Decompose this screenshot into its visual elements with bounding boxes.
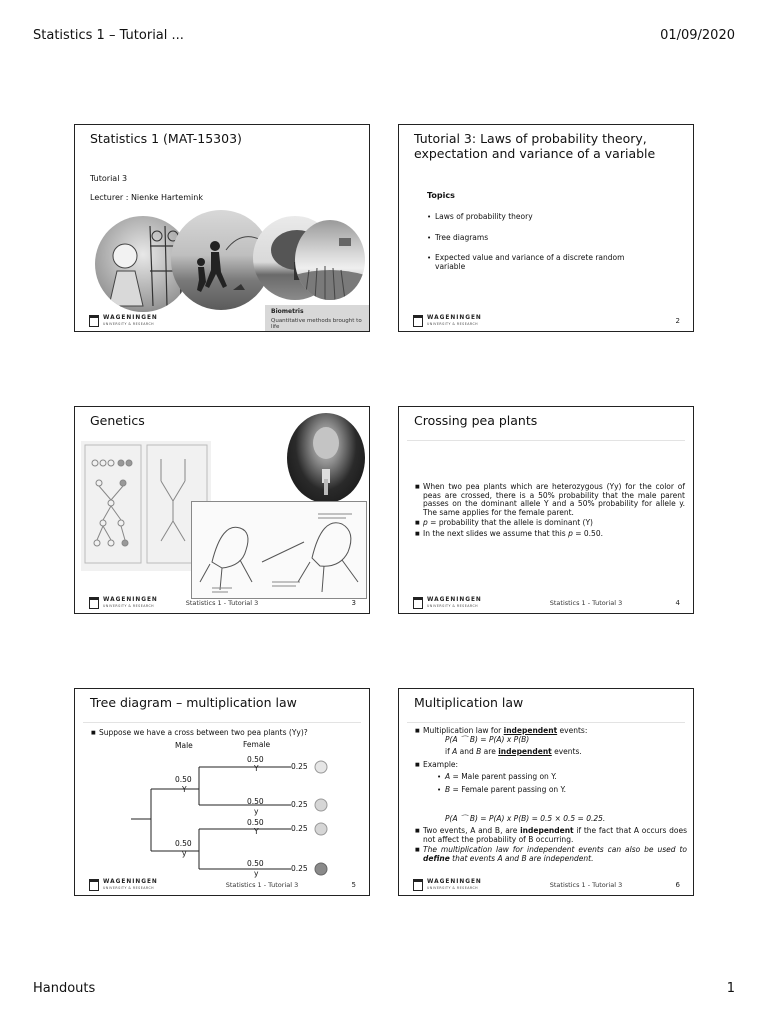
female-label: Female <box>243 740 271 749</box>
example-item <box>437 786 677 795</box>
wur-logo-name: WAGENINGEN <box>103 597 158 603</box>
bullet-text: Multiplication law for <box>423 726 504 735</box>
wur-logo-sub: UNIVERSITY & RESEARCH <box>427 322 479 326</box>
branch-allele: Y <box>182 785 187 794</box>
male-label: Male <box>175 741 193 750</box>
wur-mark-icon <box>89 315 99 327</box>
slide-footer-text: Statistics 1 - Tutorial 3 <box>225 881 299 889</box>
wur-logo <box>89 315 159 327</box>
bullet-item: ■ Suppose we have a cross between two pea plants (Yy)? <box>91 729 361 738</box>
wur-logo <box>89 879 159 891</box>
document-header-date: 01/09/2020 <box>660 28 735 43</box>
wur-mark-icon <box>89 879 99 891</box>
bullet-text: events: <box>557 726 588 735</box>
condition-text: events. <box>551 747 582 756</box>
photo-collage <box>95 210 370 310</box>
slide-title: Genetics <box>90 413 145 428</box>
wur-logo-sub: UNIVERSITY & RESEARCH <box>427 886 479 890</box>
document-header-title: Statistics 1 – Tutorial ... <box>33 28 184 43</box>
topic-item: • Tree diagrams <box>427 234 657 243</box>
condition-text: if <box>445 747 453 756</box>
branch-allele: Y <box>254 827 259 836</box>
slide-number: 2 <box>675 317 680 325</box>
wur-logo-sub: UNIVERSITY & RESEARCH <box>103 322 155 326</box>
emphasis-independent: independent <box>498 747 552 756</box>
slide-title: Statistics 1 (MAT-15303) <box>90 131 242 146</box>
slide-footer <box>75 593 369 613</box>
variable-a: A <box>445 772 451 781</box>
outcome-probability: 0.25 <box>291 824 308 833</box>
outcome-probability: 0.25 <box>291 800 308 809</box>
branch-allele: Y <box>254 764 259 773</box>
slide-footer <box>399 875 693 895</box>
topics-heading: Topics <box>427 191 455 200</box>
wur-logo <box>413 879 483 891</box>
branch-probability: 0.50 <box>247 859 264 868</box>
variable-p: p <box>423 518 428 527</box>
branch-allele: y <box>254 869 259 878</box>
multiplication-formula: P(A ⌒ B) = P(A) x P(B) <box>445 735 530 744</box>
biometris-title: Biometris <box>271 308 304 315</box>
example-item <box>437 773 677 782</box>
branch-probability: 0.50 <box>247 797 264 806</box>
branch-allele: y <box>254 807 259 816</box>
emphasis-independent: independent <box>520 826 574 835</box>
probability-tree-diagram <box>75 689 370 896</box>
slide-footer <box>399 593 693 613</box>
wur-logo-name: WAGENINGEN <box>427 315 482 321</box>
topic-item: • Expected value and variance of a discrete random variable <box>427 254 657 271</box>
variable-b: B <box>445 784 451 794</box>
variable-b: B <box>476 747 482 756</box>
bullet-item: ■ Example: <box>415 761 687 770</box>
example-text: = Male parent passing on Y. <box>450 772 557 781</box>
document-page-number: 1 <box>726 981 735 996</box>
pea-flower-drawing-image <box>191 501 367 599</box>
slide-footer <box>399 311 693 331</box>
slide-title-line-1: Tutorial 3: Laws of probability theory, <box>414 131 647 146</box>
variable-a: A <box>452 747 458 756</box>
wur-mark-icon <box>413 879 423 891</box>
bullet-text: = 0.50. <box>572 528 603 538</box>
lecturer-label: Lecturer : Nienke Hartemink <box>90 193 203 202</box>
branch-probability: 0.50 <box>175 839 192 848</box>
slide-footer <box>75 311 369 331</box>
outcome-probability: 0.25 <box>291 864 308 873</box>
slide-title-line-2: expectation and variance of a variable <box>414 146 656 161</box>
slide-number: 3 <box>351 599 356 607</box>
slide-6 <box>398 688 694 896</box>
branch-probability: 0.50 <box>247 755 264 764</box>
wur-logo-name: WAGENINGEN <box>103 879 158 885</box>
bullet-item <box>415 846 687 863</box>
branch-probability: 0.50 <box>175 775 192 784</box>
slide-number: 4 <box>675 599 680 607</box>
variable-p: p <box>568 528 573 538</box>
wur-mark-icon <box>413 597 423 609</box>
field-photo <box>295 220 365 300</box>
slide-number: 5 <box>351 881 356 889</box>
condition-text: and <box>457 747 477 756</box>
slide-title: Crossing pea plants <box>414 413 538 428</box>
example-list <box>437 773 677 796</box>
slide-4 <box>398 406 694 614</box>
slide-footer-text: Statistics 1 - Tutorial 3 <box>185 599 259 607</box>
bullet-text: that events A and B are independent. <box>449 853 594 863</box>
slide-title: Tree diagram – multiplication law <box>90 695 297 710</box>
wur-logo-name: WAGENINGEN <box>427 597 482 603</box>
wur-logo-name: WAGENINGEN <box>427 879 482 885</box>
document-footer-label: Handouts <box>33 981 96 996</box>
bullet-text: The multiplication law for independent events can also be used to <box>423 845 687 854</box>
outcome-probability: 0.25 <box>291 762 308 771</box>
slide-1 <box>74 124 370 332</box>
slide-3 <box>74 406 370 614</box>
wur-logo-sub: UNIVERSITY & RESEARCH <box>427 604 479 608</box>
slide-footer <box>75 875 369 895</box>
bullet-list <box>415 483 685 540</box>
wur-logo <box>413 315 483 327</box>
wur-logo-sub: UNIVERSITY & RESEARCH <box>103 886 155 890</box>
bullet-item <box>415 827 687 844</box>
bullet-item <box>415 519 685 528</box>
slide-number: 6 <box>675 881 680 889</box>
topic-item: • Laws of probability theory <box>427 213 657 222</box>
tutorial-label: Tutorial 3 <box>90 174 128 183</box>
slide-title: Multiplication law <box>414 695 524 710</box>
example-text: = Female parent passing on Y. <box>450 784 567 794</box>
bullet-list <box>415 827 687 865</box>
wur-logo <box>413 597 483 609</box>
bullet-item: ■ When two pea plants which are heterozygous (Yy) for the color of peas are crossed, there is a 50% probability that the male parent passes on the dominant allele Y and a 50% probability for allele y. The same applies for the female parent. <box>415 483 685 517</box>
independence-condition <box>445 747 582 756</box>
wur-logo-sub: UNIVERSITY & RESEARCH <box>103 604 155 608</box>
bullet-text: Two events, A and B, are <box>423 826 521 835</box>
slide-footer-text: Statistics 1 - Tutorial 3 <box>549 881 623 889</box>
emphasis-independent: independent <box>503 726 558 735</box>
slide-5 <box>74 688 370 896</box>
topics-list <box>427 213 657 273</box>
wur-mark-icon <box>413 315 423 327</box>
bullet-text: = probability that the allele is dominant (Y) <box>427 518 593 527</box>
example-formula: P(A ⌒ B) = P(A) x P(B) = 0.5 × 0.5 = 0.25. <box>445 814 606 823</box>
branch-probability: 0.50 <box>247 818 264 827</box>
bullet-list <box>415 761 687 772</box>
branch-allele: y <box>182 849 187 858</box>
mendel-portrait-image <box>287 413 365 503</box>
slide-footer-text: Statistics 1 - Tutorial 3 <box>549 599 623 607</box>
bullet-text: In the next slides we assume that this <box>423 528 569 538</box>
bullet-item <box>415 530 685 539</box>
condition-text: are <box>481 747 499 756</box>
wur-logo-name: WAGENINGEN <box>103 315 158 321</box>
emphasis-define: define <box>423 853 450 863</box>
slide-2 <box>398 124 694 332</box>
title-divider <box>407 440 685 441</box>
title-divider <box>407 722 685 723</box>
bullet-text: if the fact that A occurs does not affect the probability of B occurring. <box>423 826 687 844</box>
biometris-tagline: Quantitative methods brought to life <box>271 318 362 330</box>
